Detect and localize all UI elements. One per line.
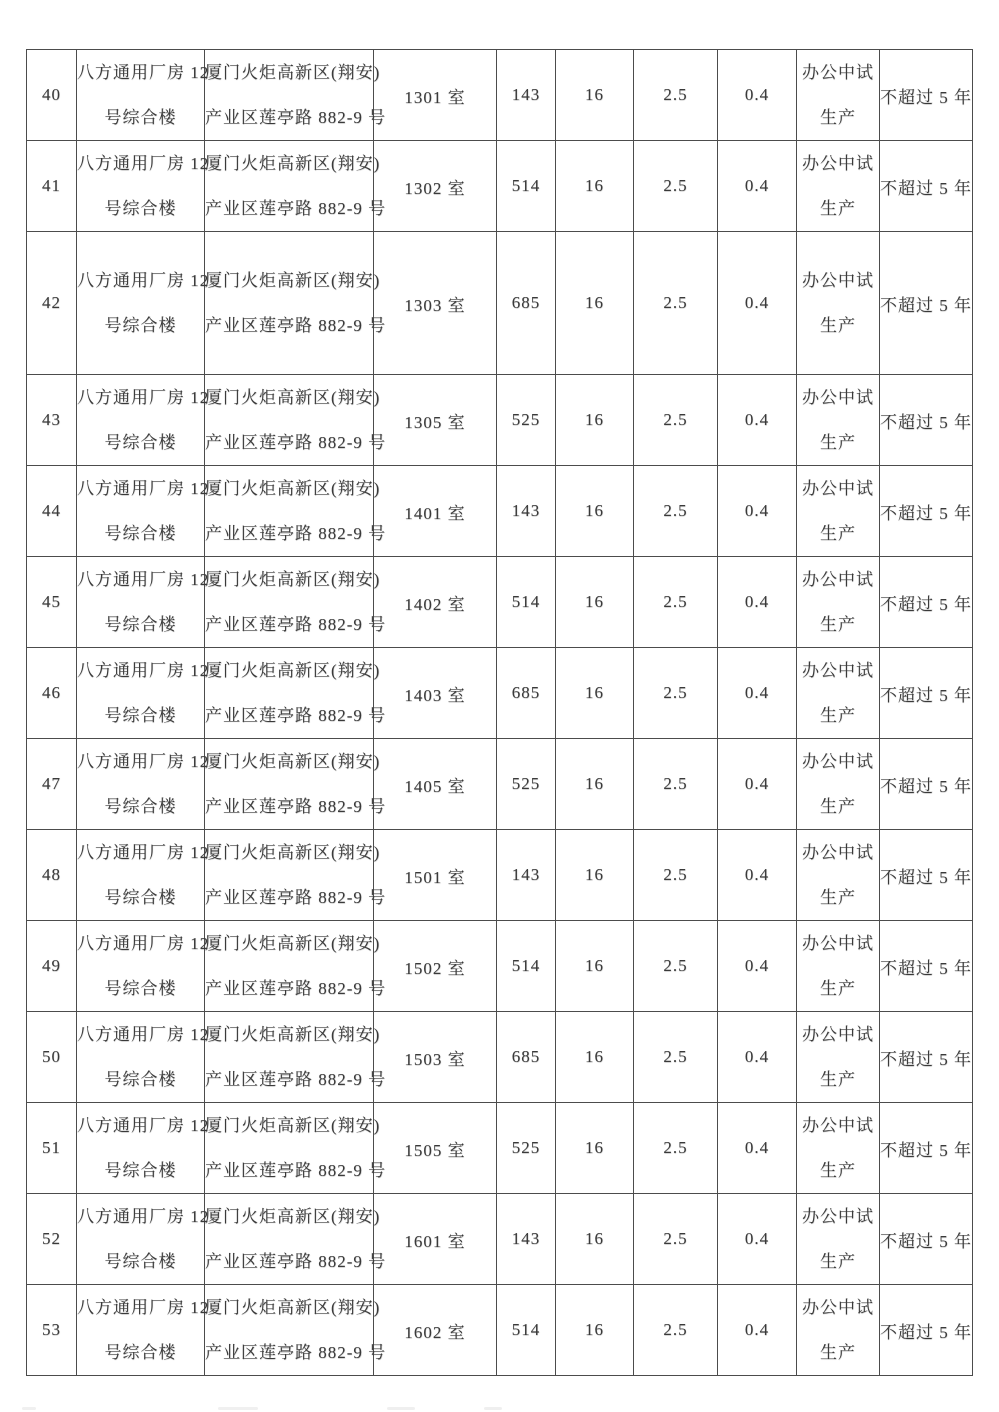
cell-rate-a: 2.5 [634,830,718,921]
cell-row-number: 42 [27,232,77,375]
cell-usage-line: 办公中试 [802,1298,874,1317]
cell-row-number: 40 [27,50,77,141]
cell-area: 143 [497,830,556,921]
table-row [27,648,973,739]
cell-room: 1301 室 [374,50,497,141]
cell-building-name-line: 八方通用厂房 12 [77,1025,210,1044]
cell-room: 1401 室 [374,466,497,557]
cell-building-name-line: 八方通用厂房 12 [77,934,210,953]
cell-row-number: 51 [27,1103,77,1194]
cell-rate-a: 2.5 [634,557,718,648]
cell-term: 不超过 5 年 [880,1194,973,1285]
cell-address-line: 厦门火炬高新区(翔安) [205,479,381,498]
cell-area: 685 [497,648,556,739]
cell-building-name-line: 号综合楼 [104,1343,177,1362]
cell-room: 1305 室 [374,375,497,466]
cell-term: 不超过 5 年 [880,141,973,232]
scan-smudge [387,1407,415,1410]
cell-term: 不超过 5 年 [880,1012,973,1103]
cell-building-name-line: 八方通用厂房 12 [77,752,210,771]
table-row [27,50,973,141]
cell-area: 514 [497,557,556,648]
cell-address-line: 产业区莲亭路 882-9 号 [205,1343,387,1362]
cell-address-line: 厦门火炬高新区(翔安) [205,1298,381,1317]
cell-usage-line: 生产 [820,199,856,218]
cell-floor-count: 16 [556,375,634,466]
cell-address-line: 产业区莲亭路 882-9 号 [205,316,387,335]
cell-usage-line: 生产 [820,524,856,543]
cell-address [205,1285,387,1376]
cell-area: 525 [497,375,556,466]
cell-usage-line: 生产 [820,1070,856,1089]
cell-rate-b: 0.4 [718,921,797,1012]
cell-floor-count: 16 [556,1012,634,1103]
cell-address [205,375,387,466]
cell-floor-count: 16 [556,739,634,830]
cell-building-name-line: 号综合楼 [104,797,177,816]
cell-building-name-line: 八方通用厂房 12 [77,479,210,498]
cell-term: 不超过 5 年 [880,1103,973,1194]
cell-building-name [77,739,210,830]
cell-address [205,557,387,648]
cell-building-name-line: 八方通用厂房 12 [77,1298,210,1317]
cell-rate-a: 2.5 [634,1012,718,1103]
cell-building-name-line: 八方通用厂房 12 [77,661,210,680]
cell-rate-b: 0.4 [718,830,797,921]
cell-usage-line: 生产 [820,615,856,634]
cell-rate-b: 0.4 [718,1285,797,1376]
cell-row-number: 43 [27,375,77,466]
cell-rate-b: 0.4 [718,1103,797,1194]
cell-address-line: 厦门火炬高新区(翔安) [205,1025,381,1044]
cell-rate-b: 0.4 [718,50,797,141]
cell-usage [797,1103,880,1194]
cell-address [205,921,387,1012]
table-row [27,739,973,830]
cell-building-name [77,830,210,921]
table-row [27,557,973,648]
table-row [27,375,973,466]
cell-term: 不超过 5 年 [880,921,973,1012]
cell-usage [797,50,880,141]
cell-address-line: 产业区莲亭路 882-9 号 [205,706,387,725]
cell-rate-b: 0.4 [718,375,797,466]
cell-building-name-line: 八方通用厂房 12 [77,843,210,862]
scan-artifact-strip [22,1406,522,1411]
table-row [27,921,973,1012]
cell-row-number: 44 [27,466,77,557]
cell-rate-b: 0.4 [718,141,797,232]
cell-room: 1502 室 [374,921,497,1012]
table-row [27,830,973,921]
cell-floor-count: 16 [556,466,634,557]
cell-building-name [77,1194,210,1285]
cell-floor-count: 16 [556,921,634,1012]
table-body [27,50,973,1376]
cell-address [205,50,387,141]
cell-row-number: 47 [27,739,77,830]
table-row [27,141,973,232]
cell-area: 514 [497,921,556,1012]
table-row [27,466,973,557]
cell-usage-line: 生产 [820,433,856,452]
cell-address-line: 产业区莲亭路 882-9 号 [205,615,387,634]
cell-usage-line: 办公中试 [802,570,874,589]
cell-floor-count: 16 [556,1103,634,1194]
cell-usage-line: 办公中试 [802,154,874,173]
cell-area: 143 [497,50,556,141]
cell-usage [797,1285,880,1376]
cell-usage-line: 办公中试 [802,479,874,498]
cell-usage-line: 生产 [820,1161,856,1180]
cell-usage-line: 生产 [820,706,856,725]
cell-address-line: 产业区莲亭路 882-9 号 [205,797,387,816]
cell-usage-line: 办公中试 [802,271,874,290]
table-row [27,1012,973,1103]
cell-building-name-line: 号综合楼 [104,1070,177,1089]
cell-address [205,1103,387,1194]
cell-address-line: 产业区莲亭路 882-9 号 [205,1070,387,1089]
cell-usage [797,921,880,1012]
cell-row-number: 49 [27,921,77,1012]
cell-building-name-line: 号综合楼 [104,524,177,543]
table-row [27,1103,973,1194]
cell-usage [797,232,880,375]
cell-building-name [77,232,210,375]
cell-usage-line: 办公中试 [802,388,874,407]
cell-term: 不超过 5 年 [880,466,973,557]
cell-usage [797,1194,880,1285]
cell-usage [797,830,880,921]
cell-rate-a: 2.5 [634,739,718,830]
cell-building-name-line: 号综合楼 [104,316,177,335]
cell-floor-count: 16 [556,1285,634,1376]
cell-building-name-line: 八方通用厂房 12 [77,154,210,173]
cell-address [205,739,387,830]
cell-building-name-line: 号综合楼 [104,706,177,725]
cell-term: 不超过 5 年 [880,557,973,648]
cell-building-name-line: 号综合楼 [104,108,177,127]
cell-usage-line: 办公中试 [802,63,874,82]
cell-rate-b: 0.4 [718,648,797,739]
cell-rate-b: 0.4 [718,739,797,830]
cell-address [205,466,387,557]
cell-rate-b: 0.4 [718,1194,797,1285]
cell-address-line: 厦门火炬高新区(翔安) [205,1207,381,1226]
cell-usage-line: 办公中试 [802,1025,874,1044]
cell-usage-line: 生产 [820,1252,856,1271]
cell-floor-count: 16 [556,830,634,921]
cell-floor-count: 16 [556,232,634,375]
cell-usage-line: 办公中试 [802,1207,874,1226]
cell-address-line: 厦门火炬高新区(翔安) [205,154,381,173]
cell-floor-count: 16 [556,141,634,232]
cell-room: 1402 室 [374,557,497,648]
cell-building-name-line: 号综合楼 [104,433,177,452]
cell-row-number: 41 [27,141,77,232]
cell-building-name [77,648,210,739]
cell-usage-line: 生产 [820,108,856,127]
cell-usage [797,141,880,232]
cell-address [205,1194,387,1285]
cell-address-line: 厦门火炬高新区(翔安) [205,752,381,771]
cell-term: 不超过 5 年 [880,739,973,830]
cell-area: 525 [497,739,556,830]
cell-address [205,648,387,739]
cell-area: 514 [497,1285,556,1376]
cell-address [205,232,387,375]
cell-rate-b: 0.4 [718,232,797,375]
cell-usage-line: 生产 [820,316,856,335]
cell-rate-a: 2.5 [634,921,718,1012]
cell-rate-a: 2.5 [634,375,718,466]
cell-row-number: 46 [27,648,77,739]
cell-address-line: 厦门火炬高新区(翔安) [205,934,381,953]
cell-area: 685 [497,1012,556,1103]
cell-usage [797,648,880,739]
cell-rate-a: 2.5 [634,1285,718,1376]
cell-building-name [77,375,210,466]
cell-address-line: 产业区莲亭路 882-9 号 [205,979,387,998]
cell-rate-a: 2.5 [634,232,718,375]
cell-address-line: 厦门火炬高新区(翔安) [205,388,381,407]
cell-address [205,830,387,921]
cell-room: 1302 室 [374,141,497,232]
cell-address-line: 产业区莲亭路 882-9 号 [205,524,387,543]
cell-rate-a: 2.5 [634,1103,718,1194]
cell-row-number: 48 [27,830,77,921]
cell-usage-line: 办公中试 [802,843,874,862]
cell-address-line: 厦门火炬高新区(翔安) [205,1116,381,1135]
cell-rate-a: 2.5 [634,1194,718,1285]
cell-building-name [77,466,210,557]
cell-building-name-line: 号综合楼 [104,1252,177,1271]
cell-address-line: 产业区莲亭路 882-9 号 [205,108,387,127]
cell-row-number: 45 [27,557,77,648]
cell-usage-line: 生产 [820,979,856,998]
cell-usage [797,375,880,466]
cell-room: 1403 室 [374,648,497,739]
cell-floor-count: 16 [556,557,634,648]
cell-rate-a: 2.5 [634,648,718,739]
lease-units-table [26,49,973,1376]
cell-address-line: 厦门火炬高新区(翔安) [205,843,381,862]
cell-address-line: 厦门火炬高新区(翔安) [205,271,381,290]
cell-address-line: 产业区莲亭路 882-9 号 [205,199,387,218]
cell-building-name [77,1285,210,1376]
cell-room: 1303 室 [374,232,497,375]
cell-usage-line: 办公中试 [802,752,874,771]
cell-room: 1505 室 [374,1103,497,1194]
cell-usage-line: 办公中试 [802,934,874,953]
cell-building-name-line: 八方通用厂房 12 [77,1207,210,1226]
cell-term: 不超过 5 年 [880,648,973,739]
cell-usage [797,466,880,557]
cell-address-line: 厦门火炬高新区(翔安) [205,661,381,680]
cell-row-number: 53 [27,1285,77,1376]
cell-building-name-line: 号综合楼 [104,199,177,218]
cell-address [205,141,387,232]
cell-term: 不超过 5 年 [880,375,973,466]
cell-address-line: 产业区莲亭路 882-9 号 [205,433,387,452]
cell-building-name-line: 八方通用厂房 12 [77,1116,210,1135]
cell-term: 不超过 5 年 [880,232,973,375]
cell-address-line: 产业区莲亭路 882-9 号 [205,1161,387,1180]
cell-building-name-line: 号综合楼 [104,615,177,634]
cell-floor-count: 16 [556,50,634,141]
cell-floor-count: 16 [556,1194,634,1285]
cell-row-number: 52 [27,1194,77,1285]
cell-room: 1601 室 [374,1194,497,1285]
cell-building-name-line: 八方通用厂房 12 [77,570,210,589]
cell-usage-line: 办公中试 [802,1116,874,1135]
table-row [27,232,973,375]
cell-building-name-line: 号综合楼 [104,979,177,998]
cell-usage-line: 生产 [820,797,856,816]
cell-building-name-line: 号综合楼 [104,1161,177,1180]
cell-rate-b: 0.4 [718,1012,797,1103]
cell-area: 685 [497,232,556,375]
cell-rate-a: 2.5 [634,141,718,232]
cell-rate-b: 0.4 [718,466,797,557]
table-row [27,1194,973,1285]
cell-building-name-line: 号综合楼 [104,888,177,907]
cell-term: 不超过 5 年 [880,1285,973,1376]
cell-address [205,1012,387,1103]
scan-smudge [22,1407,36,1410]
cell-address-line: 产业区莲亭路 882-9 号 [205,888,387,907]
cell-usage-line: 办公中试 [802,661,874,680]
cell-building-name-line: 八方通用厂房 12 [77,63,210,82]
cell-address-line: 厦门火炬高新区(翔安) [205,570,381,589]
cell-rate-a: 2.5 [634,466,718,557]
cell-building-name [77,50,210,141]
cell-address-line: 产业区莲亭路 882-9 号 [205,1252,387,1271]
cell-building-name [77,1103,210,1194]
scan-smudge [218,1407,258,1410]
cell-building-name [77,141,210,232]
cell-floor-count: 16 [556,648,634,739]
cell-area: 514 [497,141,556,232]
cell-usage [797,1012,880,1103]
cell-building-name [77,921,210,1012]
cell-building-name [77,1012,210,1103]
cell-area: 143 [497,1194,556,1285]
cell-building-name [77,557,210,648]
cell-usage [797,739,880,830]
table-row [27,1285,973,1376]
cell-room: 1602 室 [374,1285,497,1376]
cell-usage [797,557,880,648]
cell-row-number: 50 [27,1012,77,1103]
cell-area: 525 [497,1103,556,1194]
cell-rate-b: 0.4 [718,557,797,648]
cell-address-line: 厦门火炬高新区(翔安) [205,63,381,82]
cell-term: 不超过 5 年 [880,50,973,141]
cell-usage-line: 生产 [820,1343,856,1362]
scan-smudge [484,1407,502,1410]
cell-room: 1503 室 [374,1012,497,1103]
cell-building-name-line: 八方通用厂房 12 [77,271,210,290]
cell-room: 1501 室 [374,830,497,921]
cell-term: 不超过 5 年 [880,830,973,921]
cell-room: 1405 室 [374,739,497,830]
cell-area: 143 [497,466,556,557]
cell-rate-a: 2.5 [634,50,718,141]
cell-usage-line: 生产 [820,888,856,907]
cell-building-name-line: 八方通用厂房 12 [77,388,210,407]
